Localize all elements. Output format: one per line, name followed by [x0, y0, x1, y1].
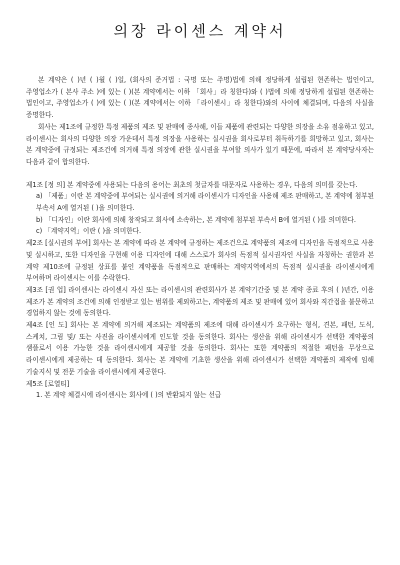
intro-paragraph-2: 회사는 제1조에 규정한 특정 제품의 제조 및 판매에 종사해, 이들 제품에 관련되는 다양한 의장을 소유 점유하고 있고, 라이센시는 회사의 다양한 의장 가운데서 특정 의장을 사용하는 실시권을 회사로부터 취득하기를 희망하고 있고, 회사는 본 계약중에 규정되는 제조건에 의거해 특정 의장에 관한 실시권을 부여할 의사가 있기 때문에, 따라서 본 계약당사자는 다음과 같이 합의한다. [26, 122, 374, 166]
article-2: 제2조 [실시권의 부여] 회사는 본 계약에 따라 본 계약에 규정하는 제조건으로 계약품의 제조에 디자인을 독점적으로 사용 및 실시하고, 또한 디자인을 구현해 이용 디자인에 대해 스스로가 회사의 독점적 실시권자인 사실을 자칭하는 권한과 본 계약 제10조에 규정된 상표를 붙인 계약품을 독점적으로 판매하는 계약지역에서의 독점적 실시권을 라이센시에게 부여하며 라이센시는 이를 수락한다. [26, 239, 374, 283]
article-3: 제3조 [권 업] 라이센시는 라이센시 자신 또는 라이센시의 관련회사가 본 계약기간중 및 본 계약 종료 후의 ( )년간, 이용 제조가 본 계약의 조건에 의해 인정받고 있는 범위를 제외하고는, 계약품의 제조 및 판매에 있어 회사와 직간접을 불문하고 경업하지 않는 것에 동의한다. [26, 285, 374, 318]
article-4: 제4조 [인 도] 회사는 본 계약에 의거해 제조되는 계약품의 제조에 대해 라이센시가 요구하는 형식, 견본, 패턴, 도식, 스케치, 그림 및/ 또는 사진을 라이센시에게 인도할 것을 동의한다. 회사는 생산을 위해 라이센시가 선택한 계약품의 샘플로서 이용 가능한 것을 라이센시에게 제공할 것을 동의한다. 회사는 또한 계약품의 적절한 패턴을 무상으로 라이센시에게 제공하는 데 동의한다. 회사는 본 계약에 기초한 생산을 위해 라이센시가 선택한 계약품의 제작에 임해 기술지식 및 전문 기술을 라이센시에게 제공한다. [26, 321, 374, 376]
document-title: 의장 라이센스 계약서 [113, 22, 287, 40]
article-1-item-b: b) 「디자인」이란 회사에 의해 창작되고 회사에 소속하는, 본 계약에 첨부된 부속서 B에 열거된 ( )를 의미한다. [36, 215, 357, 224]
intro-paragraph-1: 본 계약은 ( )년 ( )월 ( )일, (회사의 준거법 : 국명 또는 주명)법에 의해 정당하게 설립된 현존하는 법인이고, 주영업소가 ( 본사 주소 )에 있는 ( )(본 계약에서는 이하 「회사」라 칭한다)와 ( )법에 의해 정당하게 설립된 현존하는 법인이고, 주영업소가 ( )에 있는 ( )(본 계약에서는 이하 「라이센시」라 칭한다)와의 사이에 체결되며, 다음의 사실을 증명한다. [26, 76, 374, 120]
spacer [26, 169, 374, 180]
article-1-heading: 제1조 [정 의] 본 계약중에 사용되는 다음의 용어는 최초의 첫글자를 대문자로 사용하는 경우, 다음의 의미를 갖는다. [26, 180, 358, 189]
article-5-item-1: 1. 본 계약 체결시에 라이센시는 회사에 ( )의 반환되지 않는 선급 [36, 391, 222, 400]
article-1-item-a: a) 「제품」이란 본 계약중에 부여되는 실시권에 의거해 라이센시가 디자인을 사용해 제조 판매하고, 본 계약에 첨부된 부속서 A에 열거된 ( )을 의미한다. [36, 192, 374, 213]
article-1-item-c: c) 「계약지역」이란 ( )을 의미한다. [36, 227, 142, 236]
article-5-heading: 제5조 [로열티] [26, 379, 70, 388]
